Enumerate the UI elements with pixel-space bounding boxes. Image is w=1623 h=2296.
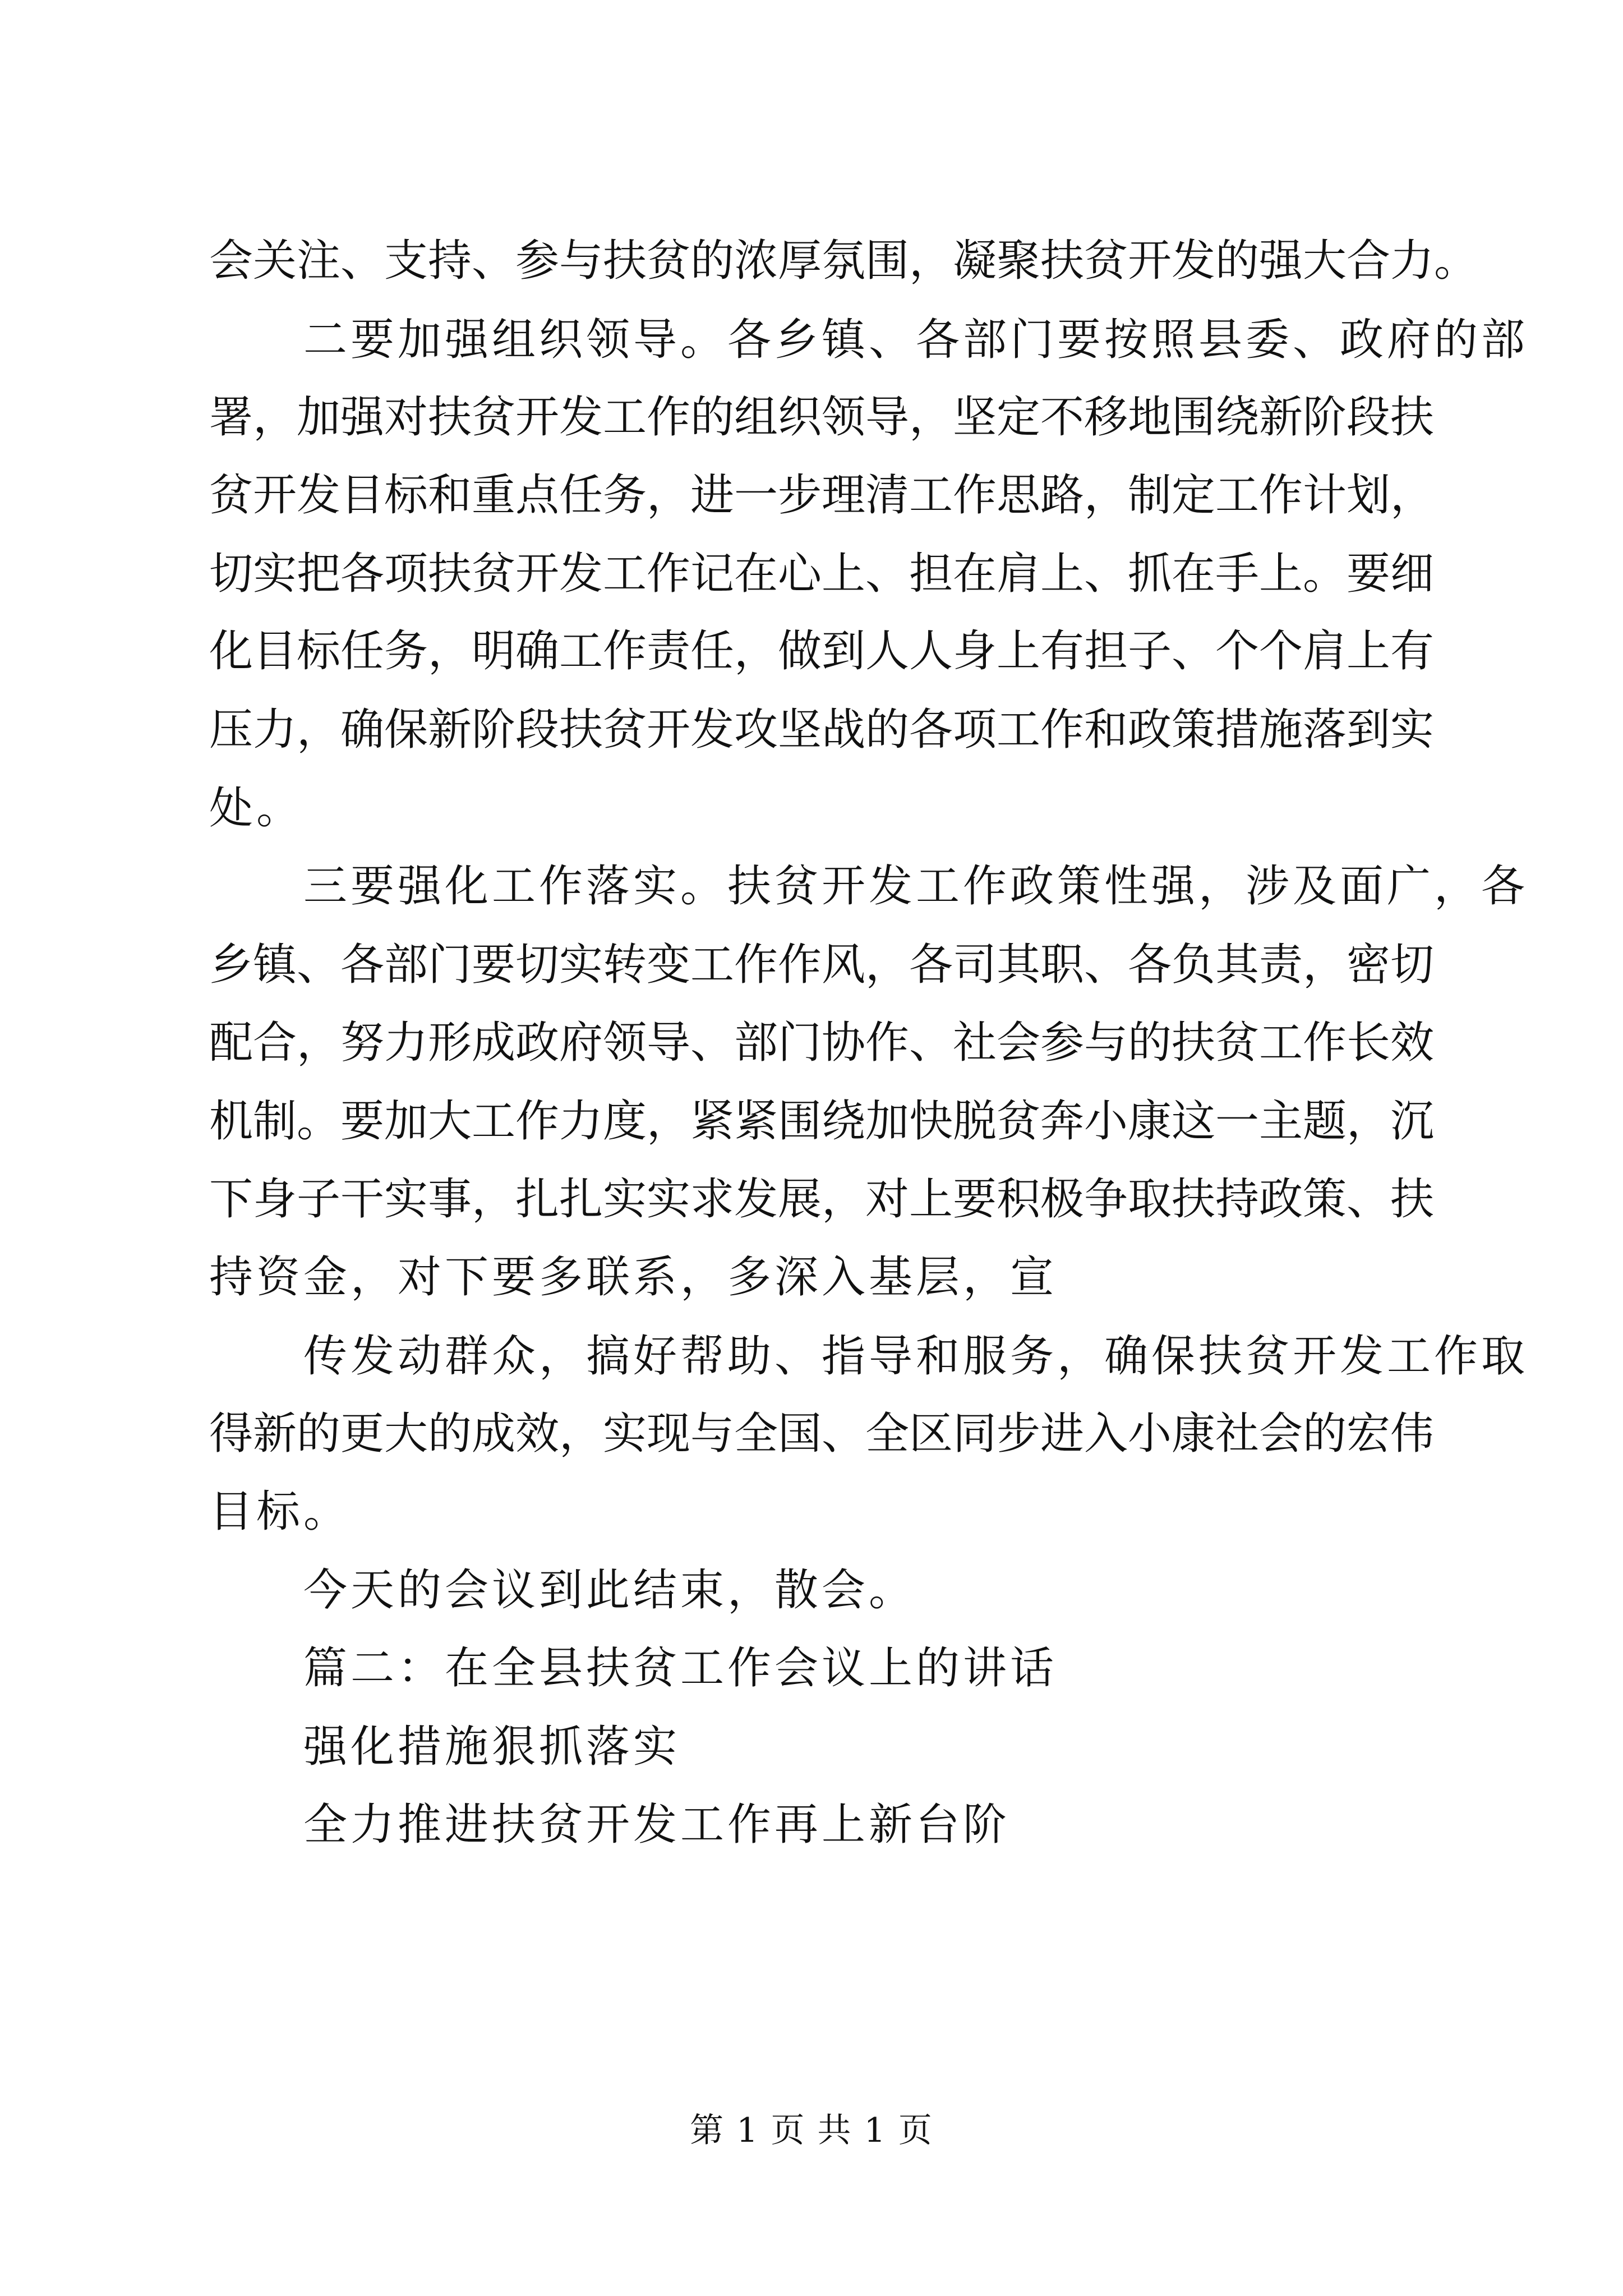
paragraph-start-line: 二要加强组织领导。各乡镇、各部门要按照县委、政府的部 bbox=[303, 315, 1529, 365]
speech-title-line: 强化措施狠抓落实 bbox=[303, 1722, 681, 1772]
text-line: 下身子干实事，扎扎实实求发展，对上要积极争取扶持政策、扶 bbox=[209, 1174, 1435, 1225]
text-line: 化目标任务，明确工作责任，做到人人身上有担子、个个肩上有 bbox=[209, 626, 1435, 677]
text-line: 持资金，对下要多联系，多深入基层，宣 bbox=[209, 1252, 1058, 1303]
closing-line: 今天的会议到此结束，散会。 bbox=[303, 1565, 916, 1616]
page-number-footer: 第 1 页 共 1 页 bbox=[690, 2111, 933, 2150]
text-line: 切实把各项扶贫开发工作记在心上、担在肩上、抓在手上。要细 bbox=[209, 549, 1435, 599]
text-line: 机制。要加大工作力度，紧紧围绕加快脱贫奔小康这一主题，沉 bbox=[209, 1096, 1435, 1147]
paragraph-start-line: 传发动群众，搞好帮助、指导和服务，确保扶贫开发工作取 bbox=[303, 1331, 1529, 1382]
text-line: 署，加强对扶贫开发工作的组织领导，坚定不移地围绕新阶段扶 bbox=[209, 392, 1435, 443]
text-line: 得新的更大的成效，实现与全国、全区同步进入小康社会的宏伟 bbox=[209, 1409, 1435, 1459]
text-line: 贫开发目标和重点任务，进一步理清工作思路，制定工作计划， bbox=[209, 470, 1435, 521]
speech-subtitle-line: 全力推进扶贫开发工作再上新台阶 bbox=[303, 1800, 1011, 1850]
text-line: 会关注、支持、参与扶贫的浓厚氛围，凝聚扶贫开发的强大合力。 bbox=[209, 236, 1478, 286]
text-line: 处。 bbox=[209, 783, 304, 834]
text-line: 目标。 bbox=[209, 1487, 351, 1537]
text-line: 压力，确保新阶段扶贫开发攻坚战的各项工作和政策措施落到实 bbox=[209, 705, 1435, 755]
text-line: 配合，努力形成政府领导、部门协作、社会参与的扶贫工作长效 bbox=[209, 1018, 1435, 1068]
paragraph-start-line: 三要强化工作落实。扶贫开发工作政策性强，涉及面广，各 bbox=[303, 861, 1529, 912]
text-line: 乡镇、各部门要切实转变工作作风，各司其职、各负其责，密切 bbox=[209, 940, 1435, 990]
section-heading: 篇二：在全县扶贫工作会议上的讲话 bbox=[303, 1643, 1058, 1694]
